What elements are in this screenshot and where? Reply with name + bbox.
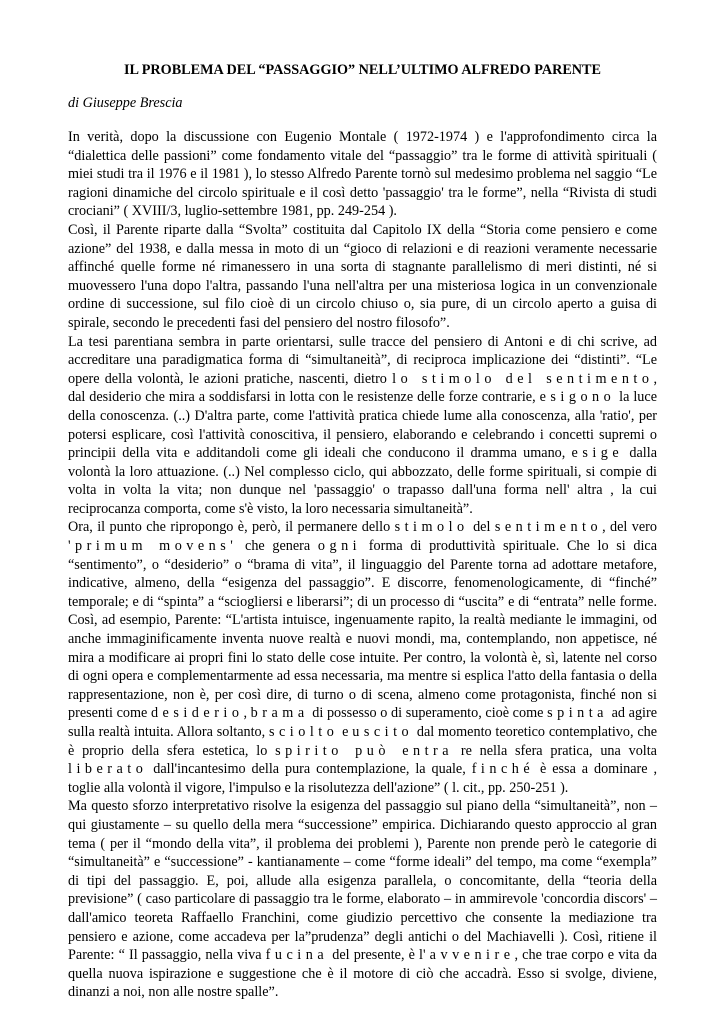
spaced-text: spirito può entra [275, 742, 454, 759]
text-run: dall'incantesimo della pura contemplazione, la quale, [147, 761, 472, 778]
spaced-text: fucina [265, 947, 329, 964]
spaced-text: esigono [539, 389, 616, 406]
paragraph-1: In verità, dopo la discussione con Eugenio Montale ( 1972-1974 ) e l'approfondimento circa la “dialettica delle passioni” come fondamento vitale del “passaggio” tra le forme di attività spirituali ( miei studi tra il 1976 e il 1981 ), lo stesso Alfredo Parente tornò sul medesimo problema nel saggio “Le ragioni dinamiche del circolo spirituale e il così detto 'passaggio' tra le forme”, nella “Rivista di studi crociani” ( XVIII/3, luglio-settembre 1981, pp. 249-254 ). [68, 129, 657, 220]
spaced-text: brama [250, 705, 309, 722]
spaced-text: 'primum movens' [68, 538, 238, 555]
paragraph-5 [68, 797, 657, 1002]
spaced-text: avvenire [429, 947, 515, 964]
spaced-text: esige [571, 445, 624, 462]
paragraph-3 [68, 333, 657, 519]
text-run: è essa a dominare , toglie alla volontà il vigore, l'impulso e la risolutezza dell'azione” ( l. cit., pp. 250-251 ). [68, 761, 657, 796]
paragraph-4 [68, 518, 657, 797]
spaced-text: stimolo [394, 519, 469, 536]
text-run: Ma questo sforzo interpretativo risolve la esigenza del passaggio sul piano della “simultaneità”, non – qui giustamente – su quello della mera “successione” empirica. Dichiarando questo approccio al gran tema ( per il “mondo della vita”, il problema dei problemi ), Parente non prende però le categorie di “simultaneità” e “successione” - kantianamente – come “forme ideali” del tempo, ma come “exempla” di tipi del passaggio. E, poi, allude alla esigenza parallela, o concomitante, della “teoria della previsione” ( caso particolare di passaggio tra le forme, elaborato – in ammirevole 'concordia discors' – dall'amico teoreta Raffaello Franchini, come giudizio percettivo che consente la mediazione tra pensiero e azione, come accadeva per la”prudenza” degli antichi o del Machiavelli ). Così, ritiene il Parente: “ Il passaggio, nella viva [68, 798, 657, 964]
spaced-text: spinta [547, 705, 608, 722]
spaced-text: ogni [317, 538, 362, 555]
spaced-text: desiderio [150, 705, 244, 722]
text-run: , dal desiderio che mira a soddisfarsi in lotta con le resistenze delle forze contrarie, [68, 370, 657, 406]
spaced-text: lo stimolo del sentimento [392, 370, 654, 387]
author-byline: di Giuseppe Brescia [68, 95, 183, 111]
text-run: del [468, 519, 495, 536]
document-page [68, 62, 657, 1002]
text-run: , che trae corpo e vita da quella nuova ispirazione e suggestione che è il motore di ciò che accadrà. Esso si svolge, diviene, dinanzi a noi, non alle nostre spalle”. [68, 947, 657, 1001]
text-run: del presente, è l' [328, 947, 430, 964]
text-run: Ora, il punto che ripropongo è, però, il permanere dello [68, 519, 395, 536]
document-title: IL PROBLEMA DEL “PASSAGGIO” NELL’ULTIMO ALFREDO PARENTE [124, 62, 601, 78]
spaced-text: liberato [68, 761, 148, 778]
text-run: dal momento teoretico contemplativo, che è proprio della sfera estetica, lo [68, 724, 658, 759]
spaced-text: sentimento [494, 519, 603, 536]
spaced-text: sciolto [268, 724, 339, 740]
text-run: forma di produttività spirituale. Che lo si dica “sentimento”, o “desiderio” o “brama di vita”, il linguaggio del Parente torna ad adottare metafore, indicative, almeno, della “esigenza del passaggio”. E discorre, fenomenologicamente, di “finché” temporale; e di “spinta” a “sciogliersi e liberarsi”; di un processo di “uscita” e di “entrata” nelle forme. Così, ad esempio, Parente: “L'artista intuisce, ingenuamente rapito, la realtà mediante le immagini, od anche immaginificamente inventa nuove realtà e nuovi mondi, ma, contemplando, non appetisce, né mira a modificare ai propri fini lo stato delle cose intuite. Per contro, la volontà è, sì, latente nel corso di ogni opera e complementarmente ad essa necessaria, ma mentre si esplica l'atto della fantasia o della rappresentazione, non è, per così dire, di turno o di scena, almeno come protagonista, finché non si presenti come [68, 538, 657, 722]
spaced-text: finché [471, 761, 535, 778]
text-run: , [243, 705, 251, 722]
paragraph-2: Così, il Parente riparte dalla “Svolta” costituita dal Capitolo IX della “Storia come pensiero e come azione” del 1938, e dalla messa in moto di un “gioco di relazioni e di reazioni veramente necessarie affinché quelle forme né rimanessero in una sorta di stagnante parallelismo di meri distinti, né si muovessero l'una dopo l'altra, passando l'una nell'altra per una misteriosa logica in un convenzionale ordine di successione, sul filo cioè di un circolo chiuso o, sia pure, di un circolo aperto a guisa di spirale, secondo le precedenti fasi del pensiero del nostro filosofo”. [68, 221, 657, 331]
text-run: e [338, 724, 353, 740]
text-run: re nella sfera pratica, una volta [453, 742, 657, 759]
document-body [68, 128, 657, 1002]
text-run: ad agire sulla realtà intuita. Allora soltanto, [68, 705, 658, 740]
text-run: La tesi parentiana sembra in parte orientarsi, sulle tracce del pensiero di Antoni e di chi scrive, ad accreditare una paradigmatica forma di “simultaneità”, di reciproca implicazione dei “distinti”. “Le opere della volontà, le azioni pratiche, nascenti, dietro [68, 333, 657, 387]
text-run: , del vero [602, 519, 657, 536]
text-run: dalla volontà la loro attuazione. (..) Nel complesso ciclo, qui abbozzato, delle forme spirituali, si compie di volta in volta la vita; non dunque nel 'passaggio' o trapasso dall'una forma nell' altra , la cui reciprocanza comporta, come s'è visto, la loro necessaria simultaneità”. [68, 445, 657, 517]
text-run: la luce della conoscenza. (..) D'altra parte, come l'attività pratica chiede lume alla conoscenza, alla 'ratio', per potersi esplicare, così l'attività conoscitiva, il pensiero, elaborando e celebrando i concetti supremi o principii della vita e additandoli come gli ideali che conducono il dramma umano, [68, 389, 657, 462]
text-run: che genera [237, 538, 318, 555]
spaced-text: uscito [352, 724, 414, 740]
text-run: di possesso o di superamento, cioè come [308, 705, 548, 722]
